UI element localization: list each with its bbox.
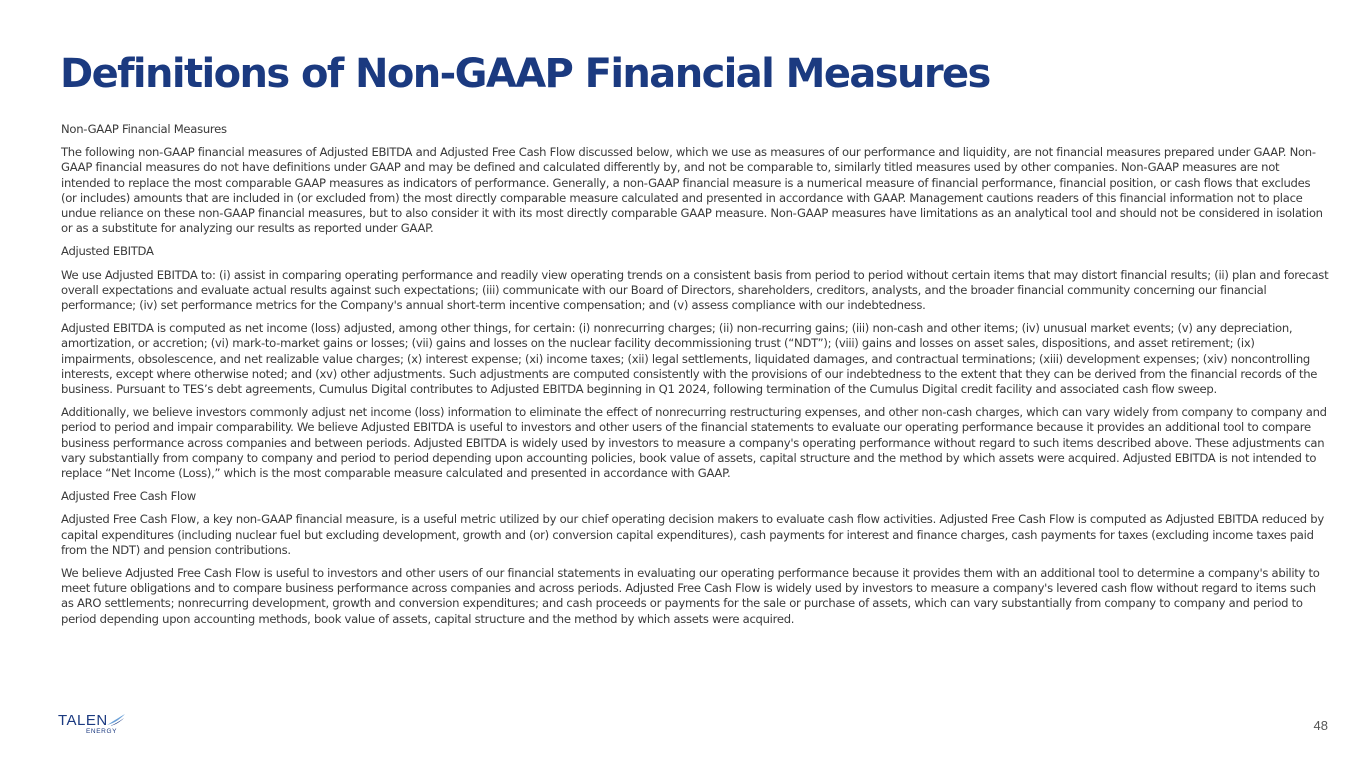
section-heading-non-gaap: Non-GAAP Financial Measures [61,122,227,136]
body-content [61,122,1329,635]
logo-wordmark: TALEN [58,712,108,729]
paragraph-fcf-usefulness: We believe Adjusted Free Cash Flow is useful to investors and other users of our financial statements in evaluating our operating performance because it provides them with an additional tool to determine a company's ability to meet future obligations and to compare business performance across companies and across periods. Adjusted Free Cash Flow is widely used by investors to measure a company's levered cash flow without regard to items such as ARO settlements; nonrecurring development, growth and conversion expenditures; and cash proceeds or payments for the sale or purchase of assets, which can vary substantially from company to company and period to period depending upon accounting methods, book value of assets, capital structure and the method by which assets were acquired. [61,566,1320,626]
page-title: Definitions of Non-GAAP Financial Measures [60,51,990,97]
paragraph-ebitda-investors: Additionally, we believe investors commonly adjust net income (loss) information to eliminate the effect of nonrecurring restructuring expenses, and other non-cash charges, which can vary widely from company to company and period to period and impair comparability. We believe Adjusted EBITDA is useful to investors and other users of the financial statements to evaluate our operating performance because it provides an additional tool to compare business performance across companies and between periods. Adjusted EBITDA is widely used by investors to measure a company's operating performance without regard to such items described above. These adjustments can vary substantially from company to company and period to period depending upon accounting policies, book value of assets, capital structure and the method by which assets were acquired. Adjusted EBITDA is not intended to replace “Net Income (Loss),” which is the most comparable measure calculated and presented in accordance with GAAP. [61,405,1327,481]
section-heading-adjusted-ebitda: Adjusted EBITDA [61,244,154,259]
paragraph-ebitda-uses: We use Adjusted EBITDA to: (i) assist in comparing operating performance and readily view operating trends on a consistent basis from period to period without certain items that may distort financial results; (ii) plan and forecast overall expectations and evaluate actual results against such expectations; (iii) communicate with our Board of Directors, shareholders, creditors, analysts, and the broader financial community concerning our financial performance; (iv) set performance metrics for the Company's annual short-term incentive compensation; and (v) assess compliance with our indebtedness. [61,267,1329,313]
page-number: 48 [1313,718,1328,733]
logo-subtext: ENERGY [86,728,118,735]
paragraph-non-gaap-intro: The following non-GAAP financial measures of Adjusted EBITDA and Adjusted Free Cash Flow discussed below, which we use as measures of our performance and liquidity, are not financial measures prepared under GAAP. Non-GAAP financial measures do not have definitions under GAAP and may be defined and calculated differently by, and not be comparable to, similarly titled measures used by other companies. Non-GAAP measures are not intended to replace the most comparable GAAP measures as indicators of performance. Generally, a non-GAAP financial measure is a numerical measure of financial performance, financial position, or cash flows that excludes (or includes) amounts that are included in (or excluded from) the most directly comparable measure calculated and presented in accordance with GAAP. Management cautions readers of this financial information not to place undue reliance on these non-GAAP financial measures, but to also consider it with its most directly comparable GAAP measure. Non-GAAP measures have limitations as an analytical tool and should not be considered in isolation or as a substitute for analyzing our results as reported under GAAP. [61,145,1323,236]
paragraph-fcf-definition: Adjusted Free Cash Flow, a key non-GAAP financial measure, is a useful metric utilized by our chief operating decision makers to evaluate cash flow activities. Adjusted Free Cash Flow is computed as Adjusted EBITDA reduced by capital expenditures (including nuclear fuel but excluding development, growth and (or) conversion capital expenditures), cash payments for interest and finance charges, cash payments for taxes (excluding income taxes paid from the NDT) and pension contributions. [61,512,1324,557]
paragraph-ebitda-computation: Adjusted EBITDA is computed as net income (loss) adjusted, among other things, for certain: (i) nonrecurring charges; (ii) non-recurring gains; (iii) non-cash and other items; (iv) unusual market events; (v) any depreciation, amortization, or accretion; (vi) mark-to-market gains or losses; (vii) gains and losses on the nuclear facility decommissioning trust (“NDT”); (viii) gains and losses on asset sales, dispositions, and asset retirement; (ix) impairments, obsolescence, and net realizable value charges; (x) interest expense; (xi) income taxes; (xii) legal settlements, liquidated damages, and contractual terminations; (xiii) development expenses; (xiv) noncontrolling interests, except where otherwise noted; and (xv) other adjustments. Such adjustments are computed consistently with the provisions of our indebtedness to the extent that they can be derived from the financial records of the business. Pursuant to TES’s debt agreements, Cumulus Digital contributes to Adjusted EBITDA beginning in Q1 2024, following termination of the Cumulus Digital credit facility and associated cash flow sweep. [61,321,1318,397]
section-heading-adjusted-fcf: Adjusted Free Cash Flow [61,489,197,504]
talen-energy-logo [58,712,138,738]
wing-icon [106,713,126,727]
